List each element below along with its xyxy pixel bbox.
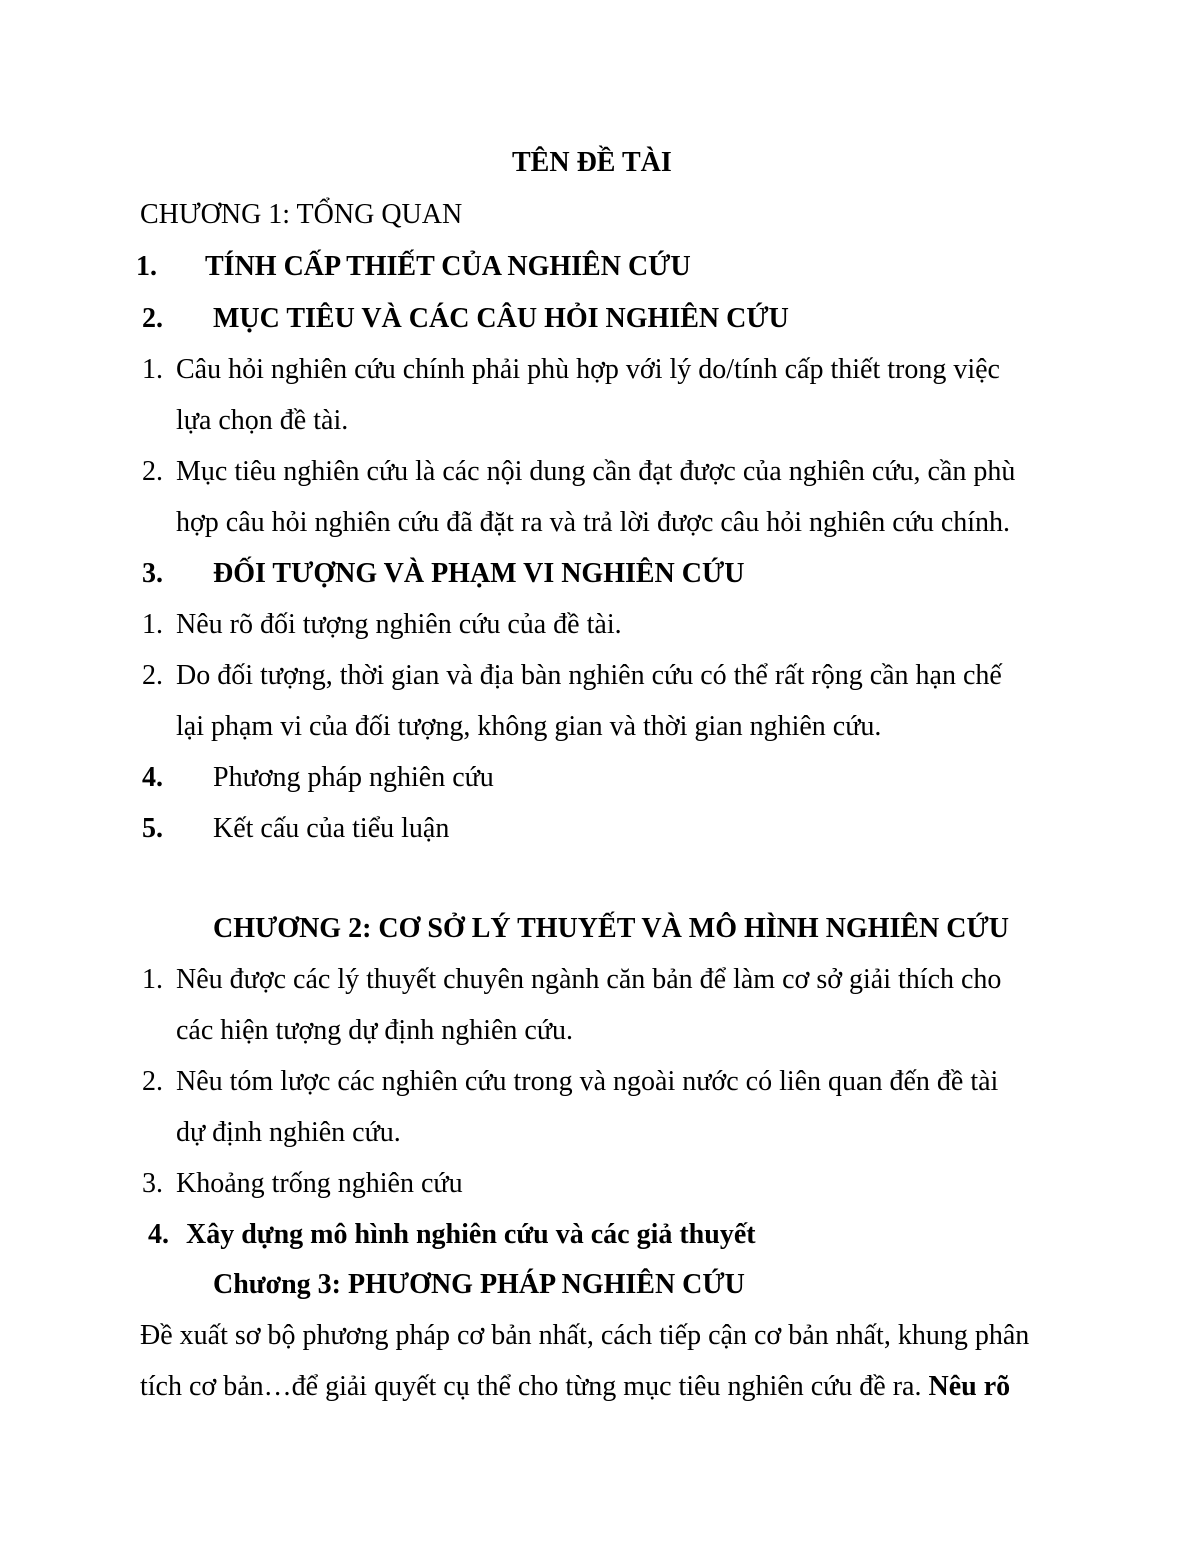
list-item-text-cont: hợp câu hỏi nghiên cứu đã đặt ra và trả lời được câu hỏi nghiên cứu chính. <box>176 507 1011 538</box>
list-item-number: 2. <box>142 456 163 487</box>
list-item-number: 2. <box>142 660 163 691</box>
section-title: ĐỐI TƯỢNG VÀ PHẠM VI NGHIÊN CỨU <box>213 558 745 589</box>
list-item-text-cont: dự định nghiên cứu. <box>176 1117 401 1148</box>
list-item-text: Mục tiêu nghiên cứu là các nội dung cần đạt được của nghiên cứu, cần phù <box>176 456 1016 487</box>
list-item-text-cont: lại phạm vi của đối tượng, không gian và thời gian nghiên cứu. <box>176 711 882 742</box>
chapter3-heading: Chương 3: PHƯƠNG PHÁP NGHIÊN CỨU <box>213 1269 745 1300</box>
section-number: 2. <box>142 303 163 334</box>
list-item-text-cont: các hiện tượng dự định nghiên cứu. <box>176 1015 574 1046</box>
list-item-text: Nêu rõ đối tượng nghiên cứu của đề tài. <box>176 609 622 640</box>
chapter3-paragraph-line2 <box>140 1370 1010 1404</box>
chapter1-heading: CHƯƠNG 1: TỔNG QUAN <box>140 199 463 230</box>
list-item-text: Xây dựng mô hình nghiên cứu và các giả thuyết <box>186 1219 756 1250</box>
list-item-text: Nêu tóm lược các nghiên cứu trong và ngoài nước có liên quan đến đề tài <box>176 1066 999 1097</box>
chapter3-paragraph-line1: Đề xuất sơ bộ phương pháp cơ bản nhất, cách tiếp cận cơ bản nhất, khung phân <box>140 1320 1030 1351</box>
section-number: 1. <box>136 251 157 282</box>
list-item-text: Khoảng trống nghiên cứu <box>176 1168 463 1199</box>
list-item-text: Câu hỏi nghiên cứu chính phải phù hợp với lý do/tính cấp thiết trong việc <box>176 354 1000 385</box>
list-item-number: 3. <box>142 1168 163 1199</box>
chapter2-heading: CHƯƠNG 2: CƠ SỞ LÝ THUYẾT VÀ MÔ HÌNH NGHIÊN CỨU <box>213 913 1009 944</box>
section-number: 4. <box>142 762 163 793</box>
list-item-number: 4. <box>148 1219 169 1250</box>
section-title: Phương pháp nghiên cứu <box>213 762 494 793</box>
list-item-text-cont: lựa chọn đề tài. <box>176 405 349 436</box>
document-title: TÊN ĐỀ TÀI <box>512 147 672 178</box>
section-title: MỤC TIÊU VÀ CÁC CÂU HỎI NGHIÊN CỨU <box>213 303 789 334</box>
section-number: 3. <box>142 558 163 589</box>
list-item-text: Nêu được các lý thuyết chuyên ngành căn bản để làm cơ sở giải thích cho <box>176 964 1002 995</box>
list-item-text: Do đối tượng, thời gian và địa bàn nghiên cứu có thể rất rộng cần hạn chế <box>176 660 1002 691</box>
paragraph-text: tích cơ bản…để giải quyết cụ thể cho từng mục tiêu nghiên cứu đề ra. <box>140 1371 922 1402</box>
section-number: 5. <box>142 813 163 844</box>
list-item-number: 1. <box>142 609 163 640</box>
paragraph-bold-text: Nêu rõ <box>928 1371 1011 1402</box>
list-item-number: 1. <box>142 354 163 385</box>
list-item-number: 1. <box>142 964 163 995</box>
section-title: Kết cấu của tiểu luận <box>213 813 450 844</box>
list-item-number: 2. <box>142 1066 163 1097</box>
section-title: TÍNH CẤP THIẾT CỦA NGHIÊN CỨU <box>205 251 691 282</box>
